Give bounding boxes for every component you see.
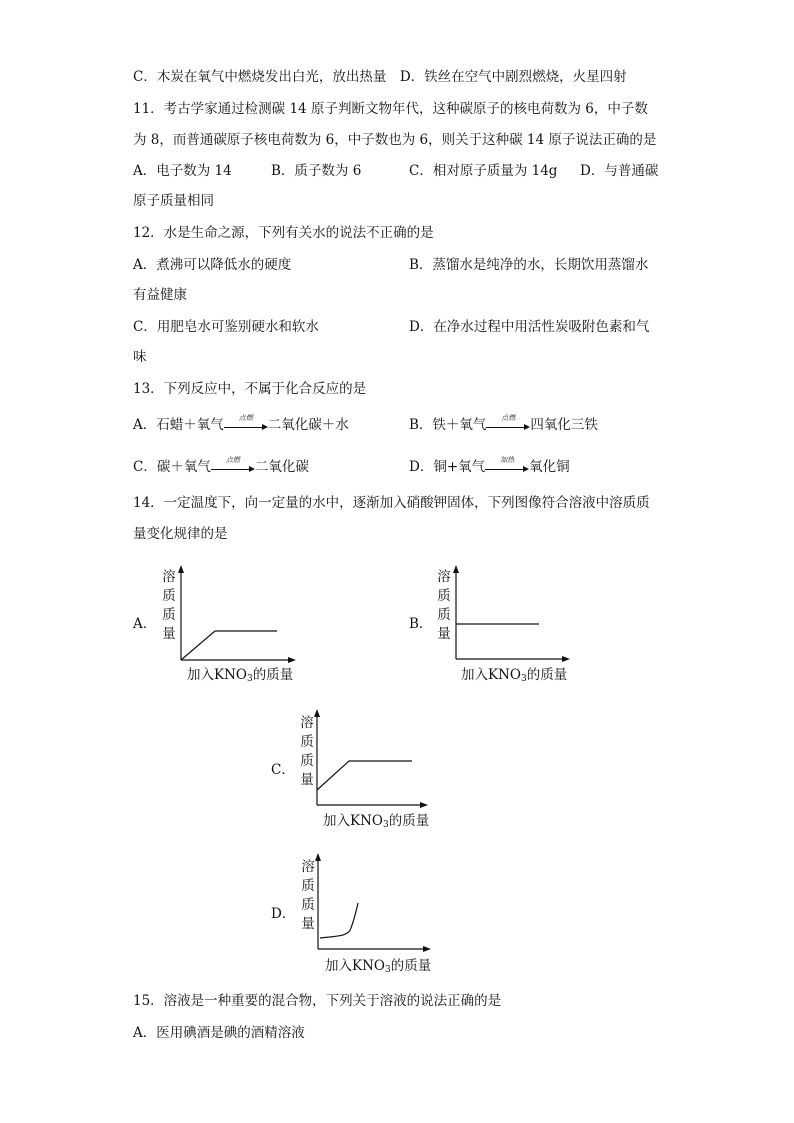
x-axis-label: 加入$KNO_3$的质量 (461, 667, 568, 684)
q13-option-b (409, 416, 598, 434)
q12-option-b-cont: 有益健康 (133, 287, 187, 303)
option-letter: D． (409, 459, 434, 475)
reactants: 石蜡＋氧气 (156, 417, 224, 433)
y-axis-label: 溶 质 质 量 (301, 859, 315, 932)
curve-line (317, 761, 412, 790)
q13-option-d (409, 458, 570, 476)
x-axis-label: 加入$KNO_3$的质量 (325, 958, 432, 975)
option-letter: C． (133, 459, 157, 475)
reactants: 碳＋氧气 (156, 459, 211, 475)
curve-line (320, 903, 358, 938)
reaction-arrow-icon (486, 416, 530, 434)
reaction-condition: 加热 (500, 456, 515, 464)
reactants: 铜+氧气 (433, 459, 486, 475)
y-axis-label: 溶 质 质 量 (437, 569, 451, 642)
option-letter: A． (133, 616, 157, 632)
reactants: 铁＋氧气 (432, 417, 487, 433)
q11-option-a: A．电子数为 14 (133, 163, 232, 179)
products: 二氧化碳 (254, 459, 309, 475)
products: 氧化铜 (529, 459, 570, 475)
q13-stem: 13．下列反应中，不属于化合反应的是 (133, 381, 367, 397)
q11-option-d: D．与普通碳 (580, 163, 659, 179)
y-axis-label: 溶 质 质 量 (162, 569, 176, 642)
option-letter: B． (409, 417, 433, 433)
graph-option-a (133, 562, 303, 692)
products: 四氧化三铁 (530, 417, 598, 433)
q11-stem-line1: 11．考古学家通过检测碳 14 原子判断文物年代，这种碳原子的核电荷数为 6，中子数 (133, 101, 648, 117)
reaction-arrow-icon (211, 458, 255, 476)
products: 二氧化碳＋水 (267, 417, 349, 433)
q15-option-a: A．医用碘酒是碘的酒精溶液 (133, 1025, 305, 1041)
option-letter: A． (133, 417, 157, 433)
reaction-condition: 点燃 (501, 414, 516, 422)
q10-options-cd: C．木炭在氧气中燃烧发出白光，放出热量 D．铁丝在空气中剧烈燃烧，火星四射 (133, 69, 627, 85)
option-letter: B． (409, 616, 433, 632)
q12-option-d: D．在净水过程中用活性炭吸附色素和气 (409, 319, 650, 335)
reaction-arrow-icon (224, 416, 268, 434)
reaction-condition: 点燃 (238, 414, 253, 422)
x-axis-label: 加入$KNO_3$的质量 (323, 813, 430, 830)
graph-option-d (271, 850, 441, 980)
q14-stem-line2: 量变化规律的是 (133, 526, 228, 542)
q13-option-a (133, 416, 349, 434)
x-axis-label: 加入$KNO_3$的质量 (187, 667, 294, 684)
q12-option-a: A．煮沸可以降低水的硬度 (133, 257, 292, 273)
graph-option-b (409, 562, 579, 692)
q11-stem-line2: 为 8，而普通碳原子核电荷数为 6，中子数也为 6，则关于这种碳 14 原子说法正确的是 (133, 132, 657, 148)
q15-stem: 15．溶液是一种重要的混合物，下列关于溶液的说法正确的是 (133, 993, 502, 1009)
q11-option-d-cont: 原子质量相同 (133, 193, 214, 209)
q12-option-d-cont: 味 (133, 349, 147, 365)
q13-option-c (133, 458, 309, 476)
reaction-arrow-icon (485, 458, 529, 476)
q12-option-c: C．用肥皂水可鉴别硬水和软水 (133, 319, 319, 335)
option-letter: D． (271, 906, 296, 922)
q11-option-c: C．相对原子质量为 14g (409, 163, 558, 179)
option-letter: C． (271, 762, 295, 778)
q12-option-b: B．蒸馏水是纯净的水，长期饮用蒸馏水 (409, 257, 649, 273)
curve-line (181, 631, 277, 660)
q12-stem: 12．水是生命之源，下列有关水的说法不正确的是 (133, 225, 434, 241)
q11-option-b: B．质子数为 6 (271, 163, 362, 179)
graph-option-c (271, 706, 441, 836)
q14-stem-line1: 14．一定温度下，向一定量的水中，逐渐加入硝酸钾固体，下列图像符合溶液中溶质质 (133, 495, 650, 511)
y-axis-label: 溶 质 质 量 (300, 715, 314, 788)
reaction-condition: 点燃 (225, 456, 240, 464)
